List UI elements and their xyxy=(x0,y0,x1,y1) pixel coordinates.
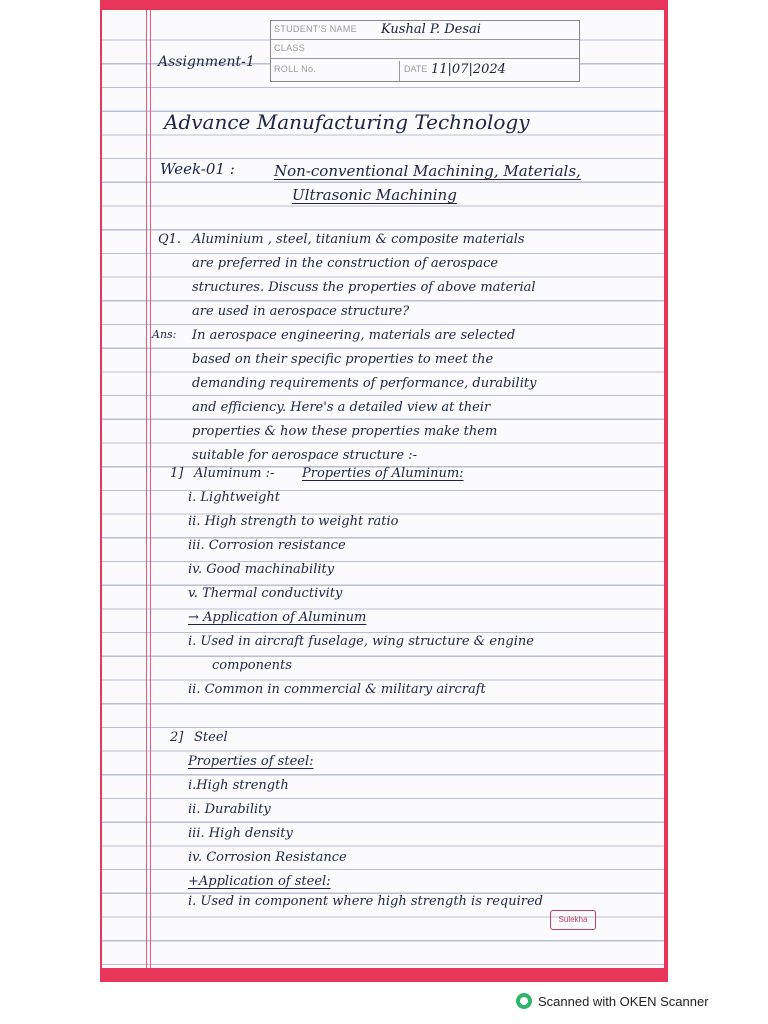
student-name-label: STUDENT'S NAME xyxy=(274,24,357,34)
week-topic-line-1: Non-conventional Machining, Materials, xyxy=(274,162,581,180)
property-item: i.High strength xyxy=(188,778,289,793)
answer-line: suitable for aerospace structure :- xyxy=(192,448,417,463)
application-item: components xyxy=(212,658,292,673)
section-1-app-heading: → Application of Aluminum xyxy=(188,610,367,625)
student-name: Kushal P. Desai xyxy=(381,22,481,37)
header-divider xyxy=(399,61,400,81)
week-topic-line-2: Ultrasonic Machining xyxy=(292,186,457,204)
question-line: are preferred in the construction of aerospace xyxy=(192,256,499,271)
answer-label: Ans: xyxy=(152,328,177,341)
question-line: are used in aerospace structure? xyxy=(192,304,410,319)
section-1-heading: Properties of Aluminum: xyxy=(302,466,464,481)
question-line: Aluminium , steel, titanium & composite materials xyxy=(192,232,525,247)
property-item: i. Lightweight xyxy=(188,490,281,505)
header-box xyxy=(270,20,580,82)
property-item: ii. High strength to weight ratio xyxy=(188,514,399,529)
week-prefix: Week-01 : xyxy=(160,160,235,178)
answer-line: demanding requirements of performance, durability xyxy=(192,376,537,391)
section-2-name: Steel xyxy=(194,730,228,745)
header-row-name xyxy=(271,21,579,40)
assignment-label: Assignment-1 xyxy=(158,54,255,70)
scanner-text: Scanned with OKEN Scanner xyxy=(538,993,709,1009)
question-line: structures. Discuss the properties of above material xyxy=(192,280,536,295)
date-label: DATE xyxy=(404,64,428,74)
scanner-logo-icon xyxy=(516,993,532,1009)
answer-line: properties & how these properties make them xyxy=(192,424,498,439)
answer-line: based on their specific properties to meet the xyxy=(192,352,494,367)
header-row-class xyxy=(271,40,579,59)
property-item: iii. Corrosion resistance xyxy=(188,538,346,553)
application-item: i. Used in component where high strength is required xyxy=(188,894,544,909)
application-item: ii. Common in commercial & military aircraft xyxy=(188,682,486,697)
class-label: CLASS xyxy=(274,43,306,53)
answer-line: and efficiency. Here's a detailed view at their xyxy=(192,400,491,415)
roll-label: ROLL No. xyxy=(274,64,317,74)
section-2-heading: Properties of steel: xyxy=(188,754,314,769)
scanner-watermark xyxy=(516,990,709,1012)
property-item: ii. Durability xyxy=(188,802,271,817)
property-item: iv. Good machinability xyxy=(188,562,335,577)
brand-stamp: Sulekha xyxy=(550,910,596,930)
page-title: Advance Manufacturing Technology xyxy=(164,110,530,134)
property-item: iv. Corrosion Resistance xyxy=(188,850,347,865)
ruled-paper xyxy=(102,10,664,968)
section-2-number: 2] xyxy=(170,730,184,745)
property-item: v. Thermal conductivity xyxy=(188,586,343,601)
section-2-app-heading: +Application of steel: xyxy=(188,874,331,889)
section-1-name: Aluminum :- xyxy=(194,466,275,481)
answer-line: In aerospace engineering, materials are selected xyxy=(192,328,516,343)
question-number: Q1. xyxy=(158,232,182,247)
section-1-number: 1] xyxy=(170,466,184,481)
property-item: iii. High density xyxy=(188,826,293,841)
margin-line xyxy=(146,10,151,968)
notebook-page xyxy=(100,0,668,982)
date-value: 11|07|2024 xyxy=(431,62,506,77)
application-item: i. Used in aircraft fuselage, wing structure & engine xyxy=(188,634,534,649)
